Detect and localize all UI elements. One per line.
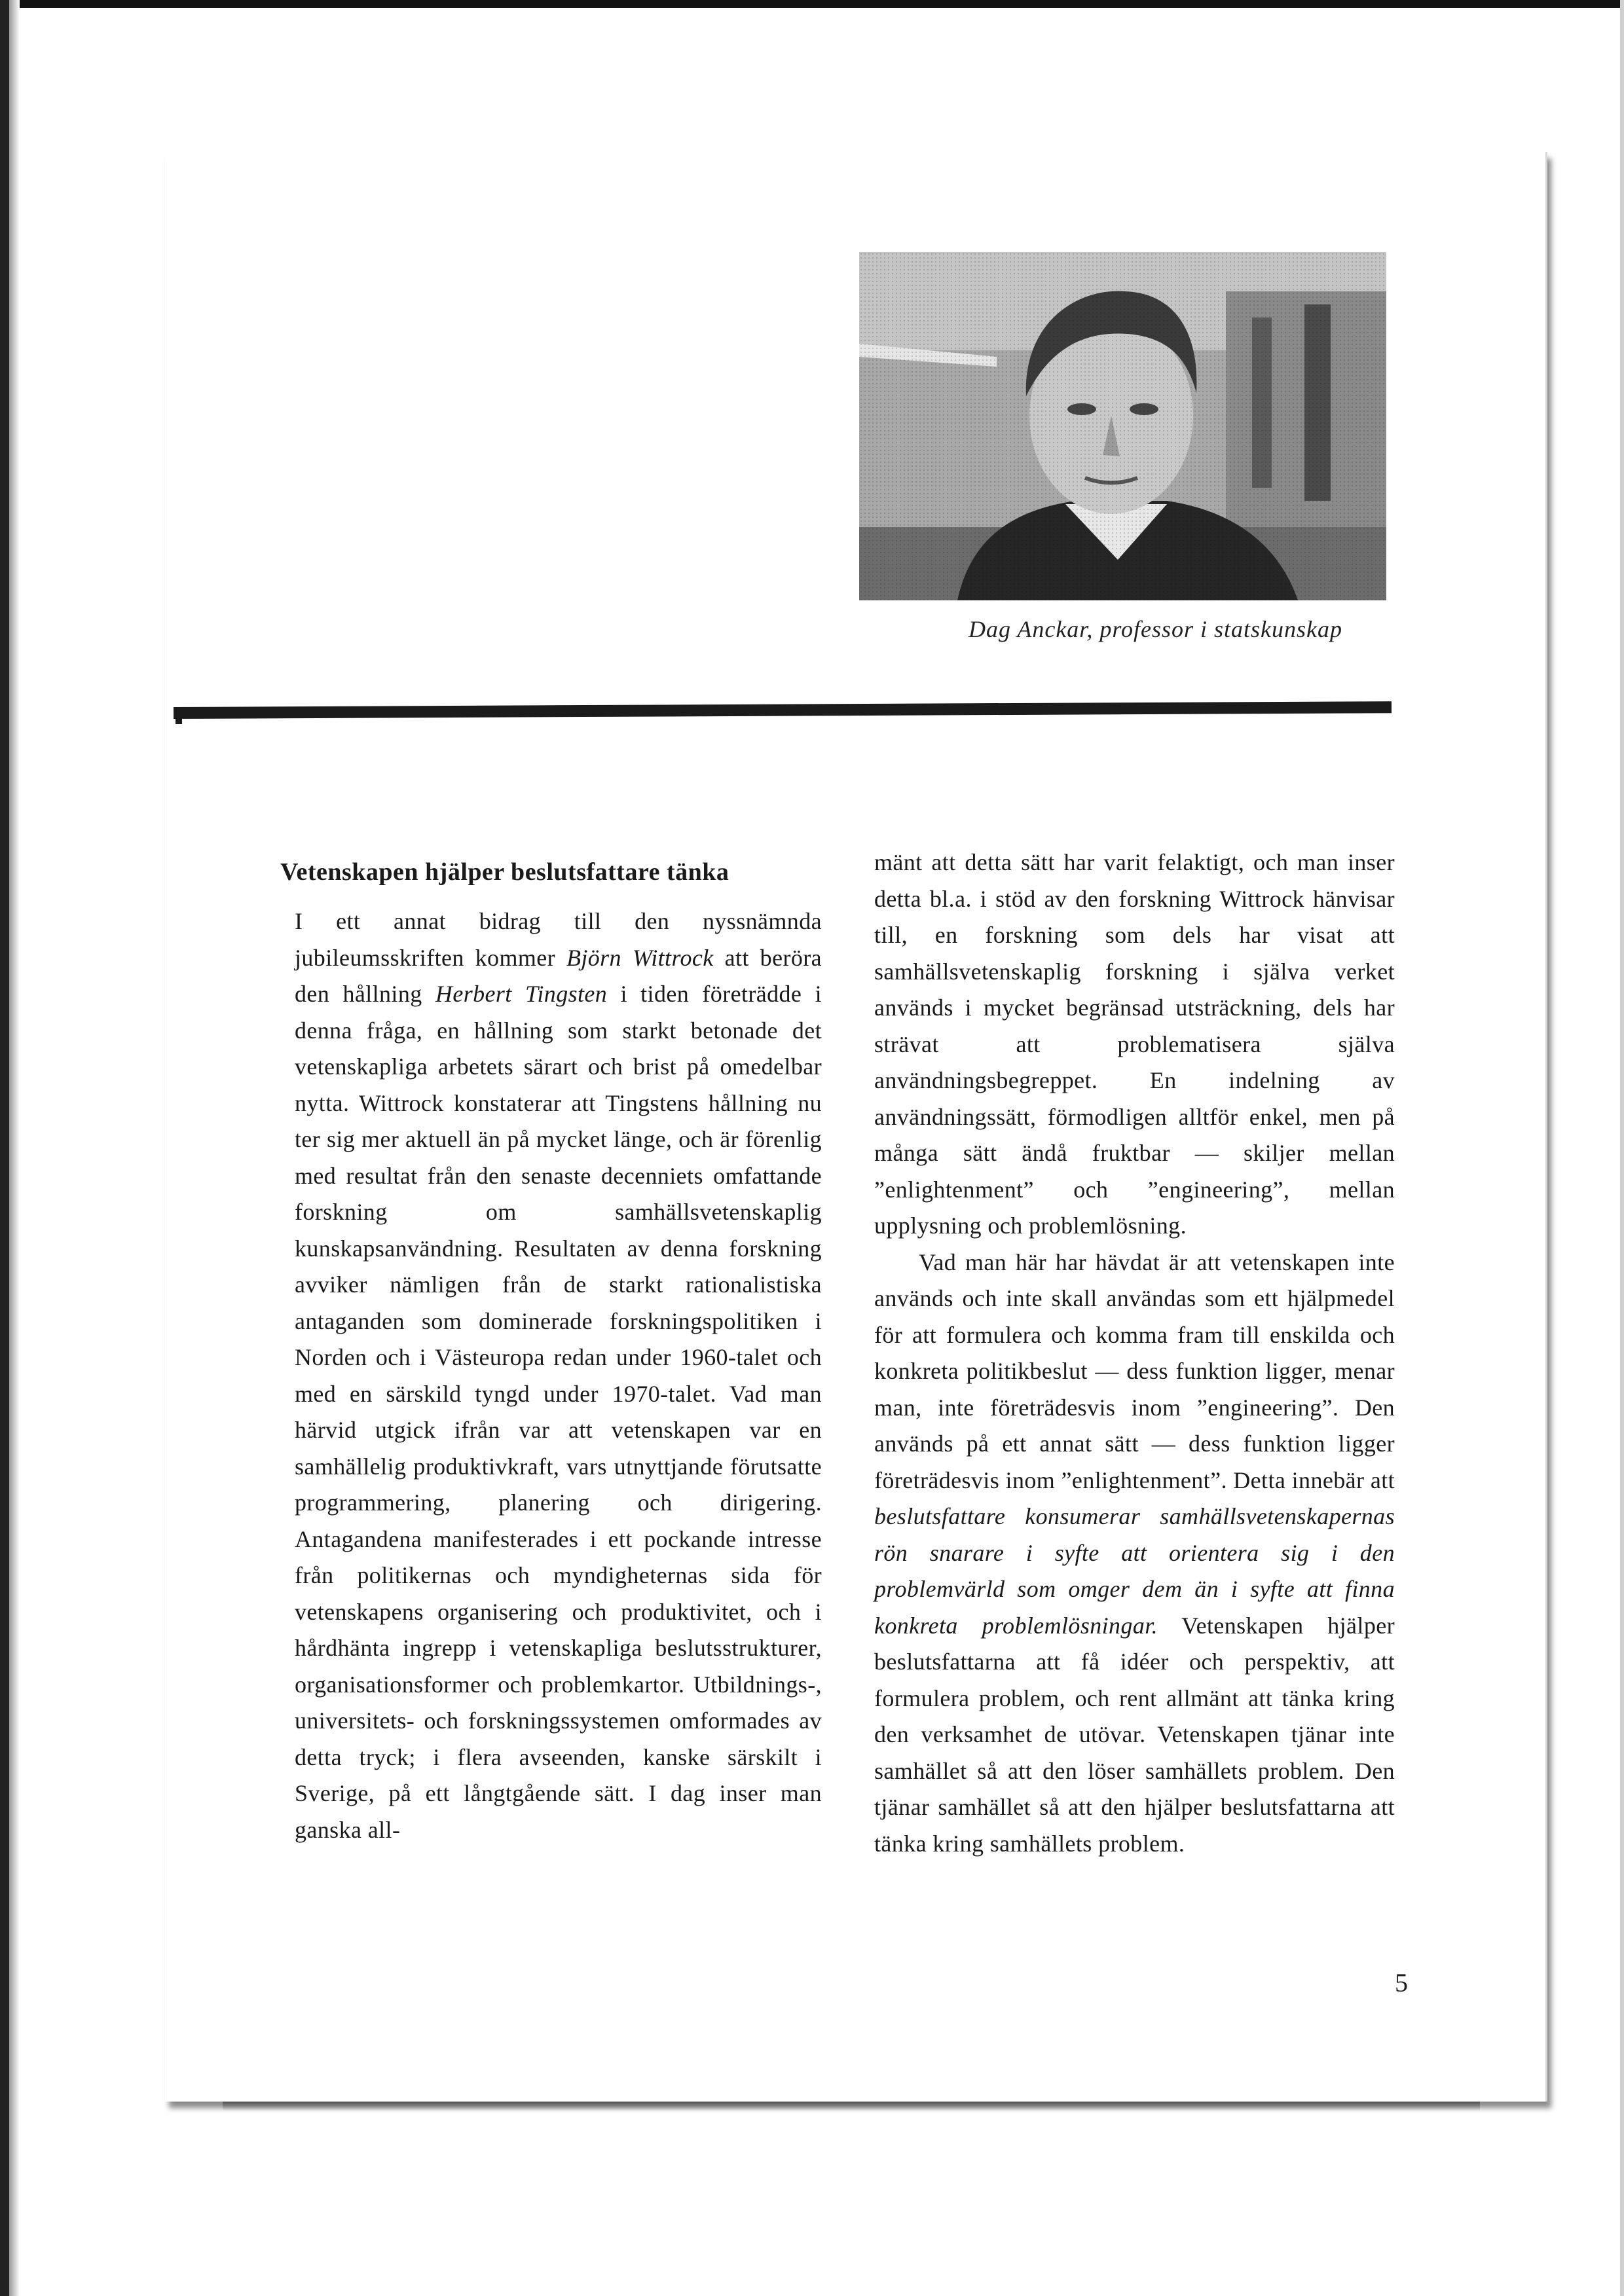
article-heading: Vetenskapen hjälper beslutsfattare tänka bbox=[280, 858, 729, 886]
emphasis-text: beslutsfattare konsumerar samhällsvetenskapernas rön snarare i syfte att orientera sig i den problemvärld som omger dem än i syfte att finna konkreta problemlösningar. bbox=[874, 1503, 1395, 1639]
author-name: Herbert Tingsten bbox=[435, 981, 608, 1007]
scan-border-right bbox=[1620, 0, 1624, 2296]
text-column-left bbox=[295, 903, 822, 1848]
text-run: Vad man här har hävdat är att vetenskapen inte används och inte skall användas som ett hjälpmedel för att formulera och komma fram till enskilda och konkreta politikbeslut — dess funktion ligger, menar man, inte företrädesvis inom ”engineering”. Den används på ett annat sätt — dess funktion ligger företrädesvis inom ”enlightenment”. Detta innebär att bbox=[874, 1248, 1395, 1493]
text-run: I ett annat bidrag till den nyssnämnda jubileumsskriften kommer bbox=[295, 908, 822, 971]
scan-border-left bbox=[0, 0, 9, 2296]
portrait-photo-image bbox=[859, 252, 1386, 600]
text-column-right bbox=[874, 845, 1395, 1862]
paragraph: mänt att detta sätt har varit felaktigt, och man inser detta bl.a. i stöd av den forskning Wittrock hänvisar till, en forskning som dels har visat att samhällsvetenskaplig forskning i själva verket används i mycket begränsad utsträckning, dels har strävat att problematisera själva användningsbegreppet. En indelning av användningssätt, förmodligen alltför enkel, men på många sätt ändå fruktbar — skiljer mellan ”enlightenment” och ”engineering”, mellan upplysning och problemlösning. bbox=[874, 849, 1395, 1239]
scan-shade-left bbox=[9, 0, 20, 2296]
page-number: 5 bbox=[1395, 1968, 1408, 1997]
divider-edge-tick bbox=[175, 714, 182, 724]
scan-border-top bbox=[0, 0, 1624, 8]
text-run: Vetenskapen hjälper beslutsfattarna att få idéer och perspektiv, att formulera problem, och rent allmänt att tänka kring den verksamhet de utövar. Vetenskapen tjänar inte samhället så att den löser samhällets problem. Den tjänar samhället så att den hjälper beslutsfattarna att tänka kring samhällets problem. bbox=[874, 1612, 1395, 1857]
photo-caption: Dag Anckar, professor i statskunskap bbox=[969, 616, 1342, 642]
text-run: i tiden företrädde i denna fråga, en hållning som starkt betonade det vetenskapliga arbetets särart och brist på omedelbar nytta. Wittrock konstaterar att Tingstens hållning nu ter sig mer aktuell än på mycket länge, och är förenlig med resultat från den senaste decenniets omfattande forskning om samhällsvetenskaplig kunskapsanvändning. Resultaten av denna forskning avviker nämligen från de starkt rationalistiska antaganden som dominerade forskningspolitiken i Norden och i Västeuropa redan under 1960-talet och med en särskild tyngd under 1970-talet. Vad man härvid utgick ifrån var att vetenskapen var en samhällelig produktivkraft, vars utnyttjande förutsatte programmering, planering och dirigering. Antagandena manifesterades i ett pockande intresse från politikernas och myndigheternas sida för vetenskapens organisering och produktivitet, och i hårdhänta ingrepp i vetenskapliga beslutsstrukturer, organisationsformer och problemkartor. Utbildnings-, universitets- och forskningssystemen omformades av detta tryck; i flera avseenden, kanske särskilt i Sverige, på ett långtgående sätt. I dag inser man ganska all- bbox=[295, 981, 822, 1843]
portrait-photo bbox=[859, 252, 1386, 600]
paragraph bbox=[295, 903, 822, 1848]
paragraph bbox=[874, 1245, 1395, 1863]
text-run: att beröra den hållning bbox=[295, 944, 822, 1007]
author-name: Björn Wittrock bbox=[566, 944, 714, 971]
